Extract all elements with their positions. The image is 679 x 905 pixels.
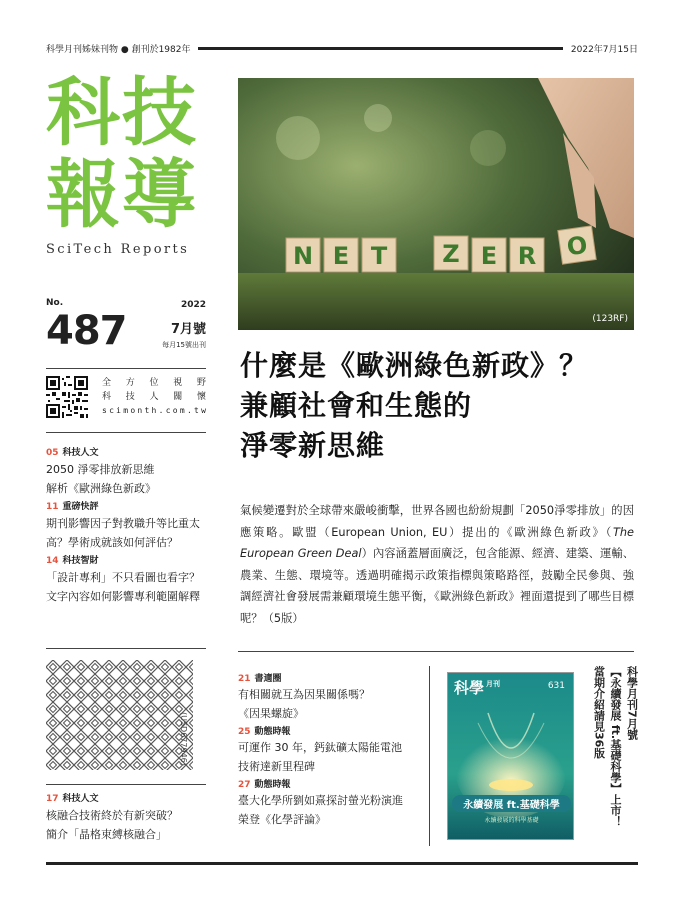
svg-text:T: T — [370, 242, 388, 270]
tagline-char: h — [151, 406, 157, 415]
toc-page: 25 — [238, 727, 251, 737]
toc-item[interactable] — [238, 725, 422, 776]
headline-line-2: 兼顧社會和生態的 — [240, 389, 473, 422]
tagline-char: 位 — [149, 378, 159, 388]
masthead-line-2: 報導 — [46, 152, 198, 238]
cover-tagline: 永續發展的科學基礎 — [484, 817, 539, 824]
toc-section: 書適圈 — [254, 674, 282, 684]
issue-schedule: 每月15號出刊 — [162, 341, 206, 349]
divider — [46, 432, 206, 433]
masthead-subtitle: SciTech Reports — [46, 242, 190, 257]
toc-page: 11 — [46, 502, 59, 512]
toc-line: 有相關就互為因果關係嗎？ — [238, 688, 370, 701]
masthead-block — [46, 72, 206, 257]
toc-section: 動態時報 — [254, 727, 291, 737]
tagline-char: o — [172, 406, 178, 415]
toc-line: 解析《歐洲綠色新政》 — [46, 482, 156, 495]
svg-text:E: E — [480, 242, 498, 270]
hero-image — [238, 78, 634, 330]
divider — [46, 368, 206, 369]
masthead-line-1: 科技 — [46, 70, 198, 156]
tagline-char: n — [137, 406, 143, 415]
tagline-char: i — [116, 406, 121, 415]
patent-pattern-image — [46, 660, 193, 770]
toc-line: 榮登《化學評論》 — [238, 812, 326, 826]
tagline-char: o — [130, 406, 136, 415]
letter-block — [434, 236, 468, 270]
masthead-title — [46, 72, 206, 236]
toc-page: 05 — [46, 448, 59, 458]
issue-no-label: No. — [46, 298, 64, 308]
header-date: 2022年7月15日 — [570, 44, 638, 55]
promo-line-2: 【永續發展 ft.基礎科學】上市！ — [609, 666, 622, 828]
toc-item[interactable] — [46, 500, 206, 552]
lede-part-1: 氣候變遷對於全球帶來嚴峻衝擊，世界各國也紛紛規劃「2050淨零排放」的因應策略。歐盟（European Union, EU）提出的《歐洲綠色新政》（ — [240, 504, 634, 539]
toc-page: 17 — [46, 794, 59, 804]
tagline-char: w — [201, 406, 206, 415]
lede-part-2: ）內容涵蓋層面廣泛，包含能源、經濟、建築、運輸、農業、生態、環境等。透過明確揭示政策指標與策略路徑，鼓勵全民參與、強調經濟社會發展需兼顧環境生態平衡，《歐洲綠色新政》裡面還提到了哪些目標呢？（5版） — [240, 547, 634, 625]
tagline-char: c — [109, 406, 114, 415]
toc-page: 21 — [238, 674, 251, 684]
toc-line: 期刊影響因子對教職升等比重太高？學術成就該如何評估？ — [46, 517, 200, 549]
divider — [46, 784, 206, 785]
headline-line-1: 什麼是《歐洲綠色新政》？ — [240, 349, 589, 382]
toc-right — [238, 672, 422, 829]
toc-page: 14 — [46, 556, 59, 566]
toc-section: 科技智財 — [62, 556, 99, 566]
letter-block — [558, 226, 596, 264]
headline-line-3: 淨零新思維 — [240, 429, 386, 462]
letter-block — [286, 238, 320, 272]
tagline-char: 科 — [102, 392, 112, 402]
tagline — [102, 376, 206, 418]
tagline-char: 懷 — [196, 392, 206, 402]
toc-section: 動態時報 — [254, 780, 291, 790]
toc-line: 核融合技術終於有新突破？ — [46, 809, 178, 822]
cover-title: 科學 — [454, 679, 485, 697]
toc-line: 臺大化學所劉如熹探討螢光粉演進 — [238, 794, 403, 807]
svg-text:N: N — [292, 242, 314, 270]
toc-item[interactable] — [238, 672, 422, 723]
tagline-line-2 — [102, 390, 206, 404]
vertical-divider — [429, 666, 430, 846]
toc-section: 科技人文 — [62, 448, 99, 458]
tagline-char: 全 — [102, 378, 112, 388]
svg-text:E: E — [332, 242, 350, 270]
toc-section: 科技人文 — [62, 794, 99, 804]
tagline-char: t — [144, 406, 150, 415]
cover-issue: 631 — [547, 681, 565, 691]
qr-row — [46, 376, 206, 418]
toc-item[interactable] — [46, 446, 206, 498]
headline — [240, 346, 588, 466]
letter-block — [472, 238, 506, 272]
tagline-char: m — [123, 406, 129, 415]
tagline-char: 技 — [125, 392, 135, 402]
toc-line: 《因果螺旋》 — [238, 706, 304, 720]
toc-line: 「設計專利」不只看圖也看字？文字內容如何影響專利範圍解釋 — [46, 571, 200, 603]
tagline-char: . — [158, 406, 164, 415]
issue-year: 2022 — [180, 300, 206, 310]
issue-month: 7月號 — [170, 322, 206, 337]
tagline-char: t — [194, 406, 199, 415]
tagline-char: 關 — [173, 392, 183, 402]
promo-line-3: 當期介紹請見36版 — [592, 666, 606, 759]
tagline-char: 方 — [125, 378, 135, 388]
svg-text:R: R — [517, 242, 537, 270]
lede-italic: The European Green Deal — [240, 525, 634, 560]
lede-paragraph — [240, 500, 634, 629]
toc-line: 可運作 30 年，鈣鈦礦太陽能電池 — [238, 741, 402, 754]
issue-number: 487 — [46, 308, 127, 354]
top-bar — [46, 40, 638, 56]
tagline-char: s — [102, 406, 107, 415]
cover-title-small: 月刊 — [486, 680, 500, 688]
toc-page: 27 — [238, 780, 251, 790]
letter-block — [510, 238, 544, 272]
tagline-char: c — [165, 406, 171, 415]
toc-line: 技術達新里程碑 — [238, 759, 315, 773]
issue-info — [46, 298, 206, 358]
cover-banner: 永續發展 ft.基礎科學 — [452, 795, 571, 812]
divider — [46, 648, 206, 649]
svg-text:Z: Z — [442, 240, 460, 268]
tagline-char: 人 — [149, 392, 159, 402]
toc-item[interactable] — [238, 778, 422, 829]
bottom-rule — [46, 862, 638, 865]
letter-block — [362, 238, 396, 272]
svg-text:O: O — [565, 230, 590, 262]
toc-line: 2050 淨零排放新思維 — [46, 463, 155, 476]
magazine-cover[interactable] — [447, 672, 574, 840]
tagline-char: 野 — [196, 378, 206, 388]
toc-section: 重磅快評 — [62, 502, 99, 512]
letter-block — [324, 238, 358, 272]
qr-code-icon[interactable] — [46, 376, 88, 418]
tagline-char: m — [179, 406, 185, 415]
tagline-line-1 — [102, 376, 206, 390]
net-zero-photo — [238, 78, 634, 330]
header-rule — [198, 47, 562, 50]
tagline-url[interactable] — [102, 404, 206, 418]
toc-bottom-left[interactable] — [46, 790, 206, 844]
promo-line-1: 科學月刊7月號 — [625, 666, 639, 740]
header-left: 科學月刊姊妹刊物 ● 創刊於1982年 — [46, 44, 191, 55]
hero-credit: (123RF) — [592, 314, 628, 324]
image-credit: (USD677946) — [179, 712, 188, 766]
tagline-char: 視 — [173, 378, 183, 388]
divider — [238, 651, 634, 652]
toc-left — [46, 444, 206, 606]
tagline-char: . — [186, 406, 192, 415]
toc-line: 簡介「晶格束縛核融合」 — [46, 828, 167, 841]
promo-text — [592, 666, 638, 842]
toc-item[interactable] — [46, 554, 206, 606]
